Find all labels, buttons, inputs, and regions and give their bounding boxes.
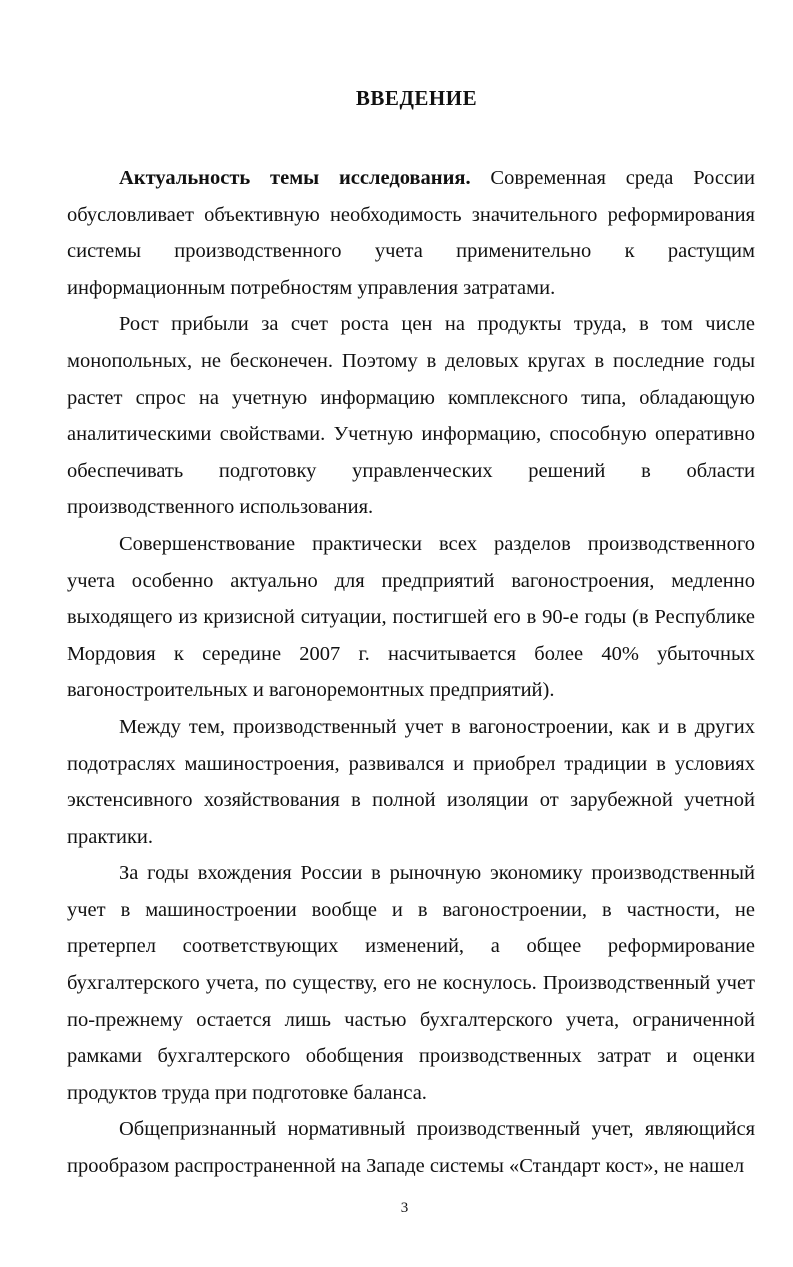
paragraph-2: Рост прибыли за счет роста цен на продукты труда, в том числе монопольных, не бесконечен. Поэтому в деловых кругах в последние годы растет спрос на учетную информацию комплексного типа, обладающую аналитическими свойствами. Учетную информацию, способную оперативно обеспечивать подготовку управленческих решений в области производственного использования. (67, 313, 755, 519)
paragraph-4: Между тем, производственный учет в вагоностроении, как и в других подотраслях машиностроения, развивался и приобрел традиции в условиях экстенсивного хозяйствования в полной изоляции от зарубежной учетной практики. (67, 715, 755, 848)
paragraph-5: За годы вхождения России в рыночную экономику производственный учет в машиностроении вообще и в вагоностроении, в частности, не претерпел соответствующих изменений, а общее реформирование бухгалтерского учета, по существу, его не коснулось. Производственный учет по-прежнему остается лишь частью бухгалтерского учета, ограниченной рамками бухгалтерского обобщения производственных затрат и оценки продуктов труда при подготовке баланса. (67, 862, 755, 1104)
paragraph-3: Совершенствование практически всех разделов производственного учета особенно актуально для предприятий вагоностроения, медленно выходящего из кризисной ситуации, постигшей его в 90-е годы (в Республике Мордовия к середине 2007 г. насчитывается более 40% убыточных вагоностроительных и вагоноремонтных предприятий). (67, 532, 755, 702)
page-number: 3 (400, 1200, 409, 1216)
body-text (67, 160, 755, 1185)
paragraph-lead: Актуальность темы исследования. (119, 167, 471, 189)
page-title: ВВЕДЕНИЕ (355, 86, 478, 110)
paragraph-6: Общепризнанный нормативный производственный учет, являющийся прообразом распространенной на Западе системы «Стандарт кост», не нашел (67, 1118, 755, 1178)
paragraph-text: Современная среда России обусловливает объективную необходимость значительного реформирования системы производственного учета применительно к растущим информационным потребностям управления затратами. (67, 167, 755, 299)
paragraph-1 (67, 160, 755, 306)
